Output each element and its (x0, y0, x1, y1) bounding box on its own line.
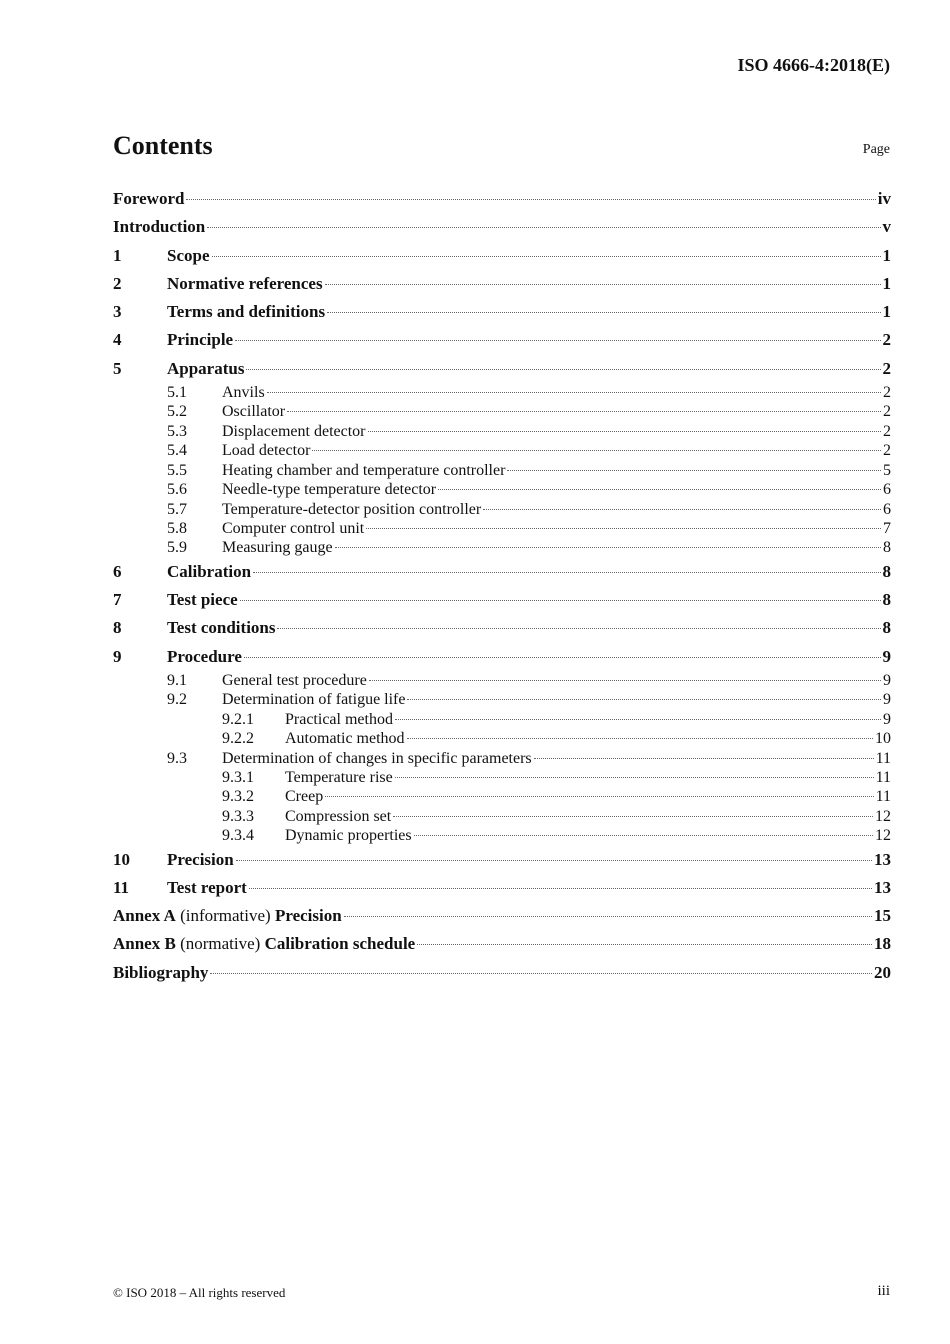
toc-entry-title (113, 959, 208, 987)
dot-leader (414, 835, 873, 836)
toc-entry-title-text: Apparatus (167, 358, 245, 378)
toc-entry-page: 9 (882, 646, 891, 666)
toc-entry-page: 2 (882, 358, 891, 378)
toc-entry-title-text: Automatic method (285, 730, 405, 748)
toc-entry-page: 11 (875, 749, 891, 767)
dot-leader (325, 284, 881, 285)
dot-leader (325, 796, 873, 797)
toc-entry-title-text: Calibration (167, 561, 252, 581)
toc-entry-number: 7 (113, 590, 122, 610)
dot-leader (407, 699, 881, 700)
toc-entry-number: 9.3.1 (222, 768, 254, 786)
toc-entry-title (222, 500, 481, 519)
dot-leader (407, 738, 873, 739)
dot-leader (246, 369, 880, 370)
dot-leader (395, 777, 874, 778)
dot-leader (393, 816, 873, 817)
toc-entry-title (222, 480, 436, 499)
toc-entry-title-text: Bibliography (113, 962, 209, 982)
toc-entry-title (113, 185, 184, 213)
toc-entry[interactable] (113, 959, 891, 987)
toc-entry-title (167, 558, 251, 586)
toc-entry-title (167, 355, 244, 383)
toc-entry-page: 2 (882, 330, 891, 350)
toc-entry-page: 9 (883, 710, 891, 728)
toc-entry-number: 2 (113, 273, 122, 293)
page-column-label: Page (862, 142, 890, 157)
toc-entry[interactable] (113, 710, 891, 729)
toc-entry-number: 5 (113, 358, 122, 378)
toc-entry-page: 9 (883, 671, 891, 689)
toc-entry[interactable] (113, 270, 891, 298)
toc-entry-number: 3 (113, 302, 122, 322)
toc-entry-title (113, 902, 342, 930)
toc-entry-page: 9 (883, 691, 891, 709)
toc-entry-number: 9.3.4 (222, 827, 254, 845)
dot-leader (212, 256, 881, 257)
toc-entry-title (167, 874, 247, 902)
toc-entry-title (222, 690, 405, 709)
toc-entry[interactable] (113, 874, 891, 902)
toc-entry[interactable] (113, 768, 891, 787)
toc-entry-title-text: Measuring gauge (222, 539, 333, 557)
toc-entry[interactable] (113, 690, 891, 709)
toc-entry-number: 9.3 (167, 749, 187, 767)
toc-entry-page: 10 (875, 730, 891, 748)
toc-entry[interactable] (113, 480, 891, 499)
toc-entry-title-text: Determination of changes in specific parameters (222, 749, 532, 767)
toc-entry-title (222, 441, 310, 460)
toc-entry[interactable] (113, 558, 891, 586)
toc-entry-title-text: Terms and definitions (167, 302, 326, 322)
toc-entry-number: 5.7 (167, 500, 187, 518)
dot-leader (312, 450, 881, 451)
toc-entry-number: 9.1 (167, 671, 187, 689)
toc-entry-title (222, 538, 333, 557)
toc-entry-title-text: Annex B (113, 934, 176, 954)
table-of-contents (113, 185, 891, 987)
standard-identifier: ISO 4666-4:2018(E) (737, 55, 890, 75)
dot-leader (534, 758, 874, 759)
toc-entry[interactable] (113, 242, 891, 270)
toc-entry[interactable] (113, 461, 891, 480)
dot-leader (395, 719, 881, 720)
toc-entry[interactable] (113, 930, 891, 958)
toc-entry[interactable] (113, 643, 891, 671)
toc-entry[interactable] (113, 826, 891, 845)
toc-entry-title (285, 729, 405, 748)
toc-entry-page: 15 (874, 906, 891, 926)
dot-leader (253, 572, 880, 573)
toc-entry-page: 2 (883, 422, 891, 440)
toc-entry-page: 20 (874, 962, 891, 982)
toc-entry-title-text: Normative references (167, 273, 323, 293)
toc-entry-title-text: Determination of fatigue life (222, 691, 406, 709)
toc-entry[interactable] (113, 441, 891, 460)
toc-entry-title (167, 643, 242, 671)
toc-entry-title (167, 298, 325, 326)
dot-leader (186, 199, 875, 200)
dot-leader (438, 489, 881, 490)
dot-leader (244, 657, 881, 658)
toc-entry-title (167, 270, 323, 298)
toc-entry-page: 8 (882, 561, 891, 581)
dot-leader (287, 411, 881, 412)
dot-leader (417, 944, 872, 945)
toc-entry[interactable] (113, 614, 891, 642)
toc-entry-page: 8 (882, 590, 891, 610)
toc-entry-page: 8 (882, 618, 891, 638)
dot-leader (236, 860, 872, 861)
toc-entry-title-text: Temperature-detector position controller (222, 500, 482, 518)
toc-entry[interactable] (113, 807, 891, 826)
toc-entry-number: 8 (113, 618, 122, 638)
toc-entry-number: 9.3.3 (222, 807, 254, 825)
toc-entry-page: 2 (883, 403, 891, 421)
toc-entry-page: v (882, 217, 891, 237)
toc-entry-title (222, 749, 532, 768)
annex-qualifier: (normative) (175, 934, 265, 954)
toc-entry-title-text: Annex A (113, 906, 176, 926)
toc-entry[interactable] (113, 749, 891, 768)
dot-leader (249, 888, 872, 889)
toc-entry[interactable] (113, 298, 891, 326)
toc-entry-title-text: Test conditions (167, 618, 276, 638)
toc-entry-number: 4 (113, 330, 122, 350)
toc-entry-title (167, 846, 234, 874)
toc-entry-title-text: Foreword (113, 189, 185, 208)
toc-entry[interactable] (113, 729, 891, 748)
toc-entry-number: 9.2.2 (222, 730, 254, 748)
toc-entry-title (113, 930, 415, 958)
toc-entry-title-text: Computer control unit (222, 519, 365, 537)
toc-entry[interactable] (113, 846, 891, 874)
toc-entry[interactable] (113, 422, 891, 441)
toc-entry[interactable] (113, 500, 891, 519)
toc-entry[interactable] (113, 586, 891, 614)
toc-entry-number: 1 (113, 245, 122, 265)
toc-entry-page: 11 (875, 768, 891, 786)
toc-entry-number: 5.9 (167, 539, 187, 557)
dot-leader (277, 628, 880, 629)
toc-entry-title-text: Needle-type temperature detector (222, 481, 437, 499)
toc-entry-page: 13 (874, 877, 891, 897)
toc-entry-title-text: Introduction (113, 217, 206, 237)
toc-entry[interactable] (113, 538, 891, 557)
toc-entry-title (222, 422, 366, 441)
toc-entry-title (167, 242, 210, 270)
toc-entry[interactable] (113, 402, 891, 421)
toc-entry-page: 8 (883, 539, 891, 557)
toc-entry-title-text: Creep (285, 788, 324, 806)
toc-entry-title (222, 519, 364, 538)
toc-entry-number: 5.4 (167, 442, 187, 460)
toc-entry-page: 12 (875, 807, 891, 825)
toc-entry-page: 12 (875, 827, 891, 845)
toc-entry-title-text: General test procedure (222, 671, 367, 689)
toc-entry-number: 9 (113, 646, 122, 666)
toc-entry[interactable] (113, 519, 891, 538)
toc-entry-page: 2 (883, 442, 891, 460)
toc-entry-number: 5.2 (167, 403, 187, 421)
dot-leader (368, 431, 882, 432)
toc-entry-page: 6 (883, 481, 891, 499)
contents-heading: Contents (113, 131, 213, 160)
annex-subtitle: Precision (274, 906, 342, 926)
toc-entry-title-text: Principle (167, 330, 234, 350)
copyright-notice: © ISO 2018 – All rights reserved (113, 1285, 286, 1300)
toc-entry-number: 5.3 (167, 422, 187, 440)
toc-entry-number: 5.1 (167, 384, 187, 402)
dot-leader (235, 340, 880, 341)
toc-entry-title (222, 671, 367, 690)
toc-entry-title (285, 787, 323, 806)
toc-entry-title-text: Precision (167, 849, 234, 869)
dot-leader (335, 547, 881, 548)
toc-entry[interactable] (113, 326, 891, 354)
toc-entry-page: iv (877, 189, 891, 208)
toc-entry-page: 18 (874, 934, 891, 954)
toc-entry-page: 1 (882, 273, 891, 293)
toc-entry-page: 1 (882, 245, 891, 265)
toc-entry-number: 9.3.2 (222, 788, 254, 806)
toc-entry-number: 10 (113, 849, 130, 869)
toc-entry-number: 6 (113, 561, 122, 581)
toc-entry-title-text: Temperature rise (285, 768, 393, 786)
toc-entry-title-text: Procedure (167, 646, 242, 666)
toc-entry-title (222, 461, 505, 480)
toc-entry-page: 5 (883, 461, 891, 479)
dot-leader (366, 528, 881, 529)
page-number: iii (877, 1283, 890, 1299)
toc-entry[interactable] (113, 787, 891, 806)
dot-leader (210, 973, 872, 974)
toc-entry-title (113, 213, 205, 241)
toc-entry-title-text: Heating chamber and temperature controller (222, 461, 506, 479)
toc-entry-title (285, 807, 391, 826)
toc-entry-title (285, 768, 393, 787)
toc-entry[interactable] (113, 383, 891, 402)
toc-entry-title (167, 614, 275, 642)
toc-entry-title-text: Practical method (285, 710, 393, 728)
toc-entry-title-text: Compression set (285, 807, 392, 825)
dot-leader (207, 227, 880, 228)
toc-entry[interactable] (113, 671, 891, 690)
toc-entry-title-text: Displacement detector (222, 422, 366, 440)
toc-entry-page: 11 (875, 788, 891, 806)
toc-entry-page: 2 (883, 384, 891, 402)
toc-entry-page: 6 (883, 500, 891, 518)
toc-entry-title (285, 710, 393, 729)
toc-entry[interactable] (113, 902, 891, 930)
toc-entry[interactable] (113, 185, 891, 213)
toc-entry-number: 11 (113, 877, 130, 897)
toc-entry-title-text: Oscillator (222, 403, 286, 421)
toc-entry-title (167, 326, 233, 354)
toc-entry-number: 5.8 (167, 519, 187, 537)
toc-entry-page: 7 (883, 519, 891, 537)
toc-entry-page: 1 (882, 302, 891, 322)
dot-leader (507, 470, 881, 471)
toc-entry-title-text: Scope (167, 245, 210, 265)
dot-leader (369, 680, 881, 681)
toc-entry-number: 9.2.1 (222, 710, 254, 728)
toc-entry-title-text: Test report (167, 877, 247, 897)
toc-entry-title (285, 826, 412, 845)
toc-entry-title-text: Load detector (222, 442, 311, 460)
toc-entry-number: 5.5 (167, 461, 187, 479)
toc-entry-title (222, 402, 285, 421)
toc-entry-number: 9.2 (167, 691, 187, 709)
toc-entry-title (222, 383, 265, 402)
toc-entry-title-text: Anvils (222, 384, 265, 402)
dot-leader (240, 600, 881, 601)
dot-leader (483, 509, 881, 510)
toc-entry[interactable] (113, 213, 891, 241)
toc-entry-page: 13 (874, 849, 891, 869)
toc-entry[interactable] (113, 355, 891, 383)
dot-leader (267, 392, 881, 393)
toc-entry-title-text: Dynamic properties (285, 827, 412, 845)
toc-entry-title-text: Test piece (167, 590, 238, 610)
annex-subtitle: Calibration schedule (264, 934, 416, 954)
dot-leader (327, 312, 880, 313)
dot-leader (344, 916, 872, 917)
toc-entry-number: 5.6 (167, 481, 187, 499)
toc-entry-title (167, 586, 238, 614)
annex-qualifier: (informative) (175, 906, 275, 926)
